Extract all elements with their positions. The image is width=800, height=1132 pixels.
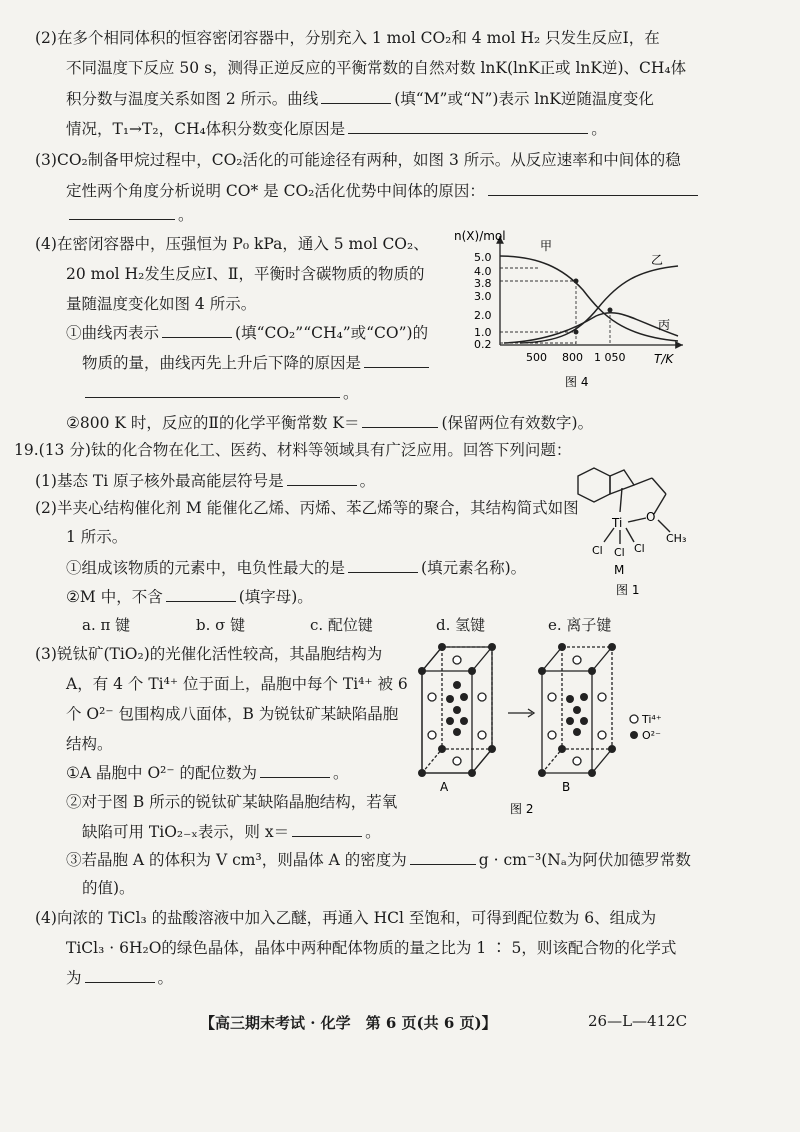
x-tick-500: 500 (526, 351, 547, 364)
answer-blank[interactable] (321, 87, 391, 104)
q18-p2-line3a: 积分数与温度关系如图 2 所示。曲线 (66, 90, 319, 108)
answer-blank[interactable] (85, 381, 340, 398)
q18-p2-line3 (66, 87, 654, 110)
q18-p3-line1: (3)CO₂制备甲烷过程中，CO₂活化的可能途径有两种，如图 3 所示。从反应速率和中间体的稳 (35, 151, 681, 169)
answer-blank[interactable] (364, 351, 429, 368)
q19-p3-sub2b: 缺陷可用 TiO₂₋ₓ表示，则 x＝ (82, 823, 290, 841)
q18-p2-line3b: (填“M”或“N”)表示 lnK逆随温度变化 (394, 90, 654, 108)
label-yi: 乙 (651, 253, 664, 267)
footer-code: 26—L—412C (588, 1012, 688, 1030)
q19-p2-line2: 1 所示。 (66, 528, 128, 546)
y-tick-3.0: 3.0 (474, 290, 492, 303)
q18-p4-line3: 量随温度变化如图 4 所示。 (66, 295, 257, 313)
q18-p4-line2: 20 mol H₂发生反应Ⅰ、Ⅱ，平衡时含碳物质的物质的 (66, 265, 425, 283)
q19-p3-sub2-line1: ②对于图 B 所示的锐钛矿某缺陷晶胞结构，若氧 (66, 793, 398, 811)
guide-lines (500, 268, 610, 345)
figure-1-structure (562, 458, 692, 603)
q19-p2-sub1b: (填元素名称)。 (421, 559, 527, 577)
q19-p2-sub2a: ②M 中，不含 (66, 588, 163, 606)
figure-4-caption: 图 4 (565, 375, 589, 389)
q19-p3-sub2-line2 (82, 820, 381, 843)
q19-p3-sub1 (66, 761, 349, 784)
curve-bing (504, 313, 678, 343)
point-1050 (608, 308, 613, 313)
q18-p4-sub1c: 物质的量，曲线丙先上升后下降的原因是 (82, 354, 362, 372)
q19-p2-sub2 (66, 585, 313, 608)
q18-p4-line1: (4)在密闭容器中，压强恒为 P₀ kPa，通入 5 mol CO₂、 (35, 235, 429, 253)
y-tick-0.2: 0.2 (474, 338, 492, 351)
figure-1-caption: 图 1 (616, 583, 640, 597)
q18-p4-sub1d: 。 (343, 384, 359, 402)
q18-p4-sub1 (66, 321, 428, 344)
cell-b-atoms (538, 643, 616, 777)
answer-blank[interactable] (348, 117, 588, 134)
q18-p3-line2-text: 定性两个角度分析说明 CO* 是 CO₂活化优势中间体的原因： (66, 182, 485, 200)
q19-p3-sub3a: ③若晶胞 A 的体积为 V cm³，则晶体 A 的密度为 (66, 851, 407, 869)
q19-p2-sub2b: (填字母)。 (238, 588, 313, 606)
label-bing: 丙 (658, 318, 671, 332)
y-tick-4.0: 4.0 (474, 265, 492, 278)
q18-p3-line3 (66, 203, 194, 226)
fig1-cl-3: Cl (634, 542, 645, 555)
fig1-cl-1: Cl (592, 544, 603, 557)
legend-o-label: O²⁻ (642, 729, 661, 742)
option-b: b. σ 键 (196, 616, 246, 634)
answer-blank[interactable] (488, 179, 698, 196)
answer-blank[interactable] (166, 585, 236, 602)
answer-blank[interactable] (348, 556, 418, 573)
legend-ti-label: Ti⁴⁺ (642, 713, 662, 726)
q18-p3-line3-end: 。 (178, 206, 194, 224)
point-800-3.8 (574, 279, 579, 284)
option-d: d. 氢键 (436, 616, 486, 634)
q18-p4-sub2b: (保留两位有效数字)。 (441, 414, 594, 432)
legend-ti-marker (630, 715, 638, 723)
answer-blank[interactable] (287, 469, 357, 486)
option-e: e. 离子键 (548, 616, 612, 634)
q19-p1b: 。 (359, 472, 376, 490)
curve-jia (500, 256, 678, 341)
q19-p4-line3b: 。 (157, 969, 174, 987)
q18-p2-line2: 不同温度下反应 50 s，测得正逆反应的平衡常数的自然对数 lnK(lnK正或 lnK逆)、CH₄体 (66, 59, 687, 77)
q19-p3-sub2c: 。 (365, 823, 381, 841)
q18-p2-line4a: 情况，T₁→T₂，CH₄体积分数变化原因是 (66, 120, 346, 138)
footer-title: 【高三期末考试 · 化学 第 6 页(共 6 页)】 (200, 1014, 497, 1032)
fig1-m: M (614, 563, 625, 577)
q19-p3-line3: 个 O²⁻ 包围构成八面体，B 为锐钛矿某缺陷晶胞 (66, 705, 399, 723)
q19-p2-line1: (2)半夹心结构催化剂 M 能催化乙烯、丙烯、苯乙烯等的聚合，其结构简式如图 (35, 499, 579, 517)
y-tick-1.0: 1.0 (474, 326, 492, 339)
y-tick-3.8: 3.8 (474, 277, 492, 290)
q19-p4-line1: (4)向浓的 TiCl₃ 的盐酸溶液中加入乙醚，再通入 HCl 至饱和，可得到配位数为 6、组成为 (35, 909, 657, 927)
q19-p4-line3 (66, 966, 173, 989)
q19-p2-sub1a: ①组成该物质的元素中，电负性最大的是 (66, 559, 346, 577)
answer-blank[interactable] (292, 820, 362, 837)
cell-b-label: B (562, 780, 571, 794)
q19-p4-line2: TiCl₃ · 6H₂O的绿色晶体，晶体中两种配体物质的量之比为 1 ∶ 5，则该配合物的化学式 (66, 939, 677, 957)
q18-p4-sub2 (66, 411, 593, 434)
fig1-ti: Ti (612, 516, 623, 530)
q18-p4-sub2a: ②800 K 时，反应的Ⅱ的化学平衡常数 K＝ (66, 414, 360, 432)
answer-blank[interactable] (85, 966, 155, 983)
figure-2-caption: 图 2 (510, 802, 534, 816)
q19-p3-line1: (3)锐钛矿(TiO₂)的光催化活性较高，其晶胞结构为 (35, 645, 383, 663)
q18-p2-line4 (66, 117, 607, 140)
y-tick-5.0: 5.0 (474, 251, 492, 264)
answer-blank[interactable] (260, 761, 330, 778)
q19-p3-sub1a: ①A 晶胞中 O²⁻ 的配位数为 (66, 764, 257, 782)
q18-p3-line2 (66, 179, 701, 202)
benzene-ring (578, 468, 610, 502)
fig1-ch3: CH₃ (666, 532, 687, 545)
x-tick-1050: 1 050 (594, 351, 626, 364)
q18-p2-line1: (2)在多个相同体积的恒容密闭容器中，分别充入 1 mol CO₂和 4 mol H₂ 只发生反应Ⅰ，在 (35, 29, 660, 47)
answer-blank[interactable] (69, 203, 175, 220)
q18-p2-line4b: 。 (591, 120, 607, 138)
fig1-o: O (646, 510, 656, 524)
curve-yi (520, 266, 678, 343)
x-axis-label: T/K (654, 352, 674, 366)
y-axis-label: n(X)/mol (454, 229, 506, 243)
option-c: c. 配位键 (310, 616, 373, 634)
legend-o-marker (630, 731, 638, 739)
q19-p1a: (1)基态 Ti 原子核外最高能层符号是 (35, 472, 284, 490)
x-tick-800: 800 (562, 351, 583, 364)
q19-p3-sub3-line2: 的值)。 (82, 879, 135, 897)
option-a: a. π 键 (82, 616, 131, 634)
q19-p3-sub3b: g · cm⁻³(Nₐ为阿伏加德罗常数 (478, 851, 691, 869)
q18-p4-sub1-line3 (82, 381, 359, 404)
answer-blank[interactable] (410, 848, 476, 865)
q18-p4-sub1a: ①曲线丙表示 (66, 324, 160, 342)
q18-p4-sub1-line2 (82, 351, 432, 374)
q19-p4-line3a: 为 (66, 969, 82, 987)
q19-heading: 19.(13 分)钛的化合物在化工、医药、材料等领域具有广泛应用。回答下列问题： (14, 441, 572, 459)
cell-a-label: A (440, 780, 449, 794)
figure-2-unit-cells (410, 633, 700, 823)
answer-blank[interactable] (162, 321, 232, 338)
fig1-cl-2: Cl (614, 546, 625, 559)
q19-p3-line4: 结构。 (66, 735, 113, 753)
q19-p3-line2: A，有 4 个 Ti⁴⁺ 位于面上，晶胞中每个 Ti⁴⁺ 被 6 (66, 675, 408, 693)
q19-p2-sub1 (66, 556, 526, 579)
q19-p3-sub1b: 。 (332, 764, 349, 782)
q19-p3-sub3 (66, 848, 691, 871)
y-tick-2.0: 2.0 (474, 309, 492, 322)
answer-blank[interactable] (362, 411, 438, 428)
cell-a-atoms (418, 643, 496, 777)
point-800-1.0 (574, 330, 579, 335)
label-jia: 甲 (540, 239, 553, 253)
figure-4-graph (448, 228, 693, 400)
q19-p1 (35, 469, 375, 492)
q18-p4-sub1b: (填“CO₂”“CH₄”或“CO”)的 (235, 324, 429, 342)
